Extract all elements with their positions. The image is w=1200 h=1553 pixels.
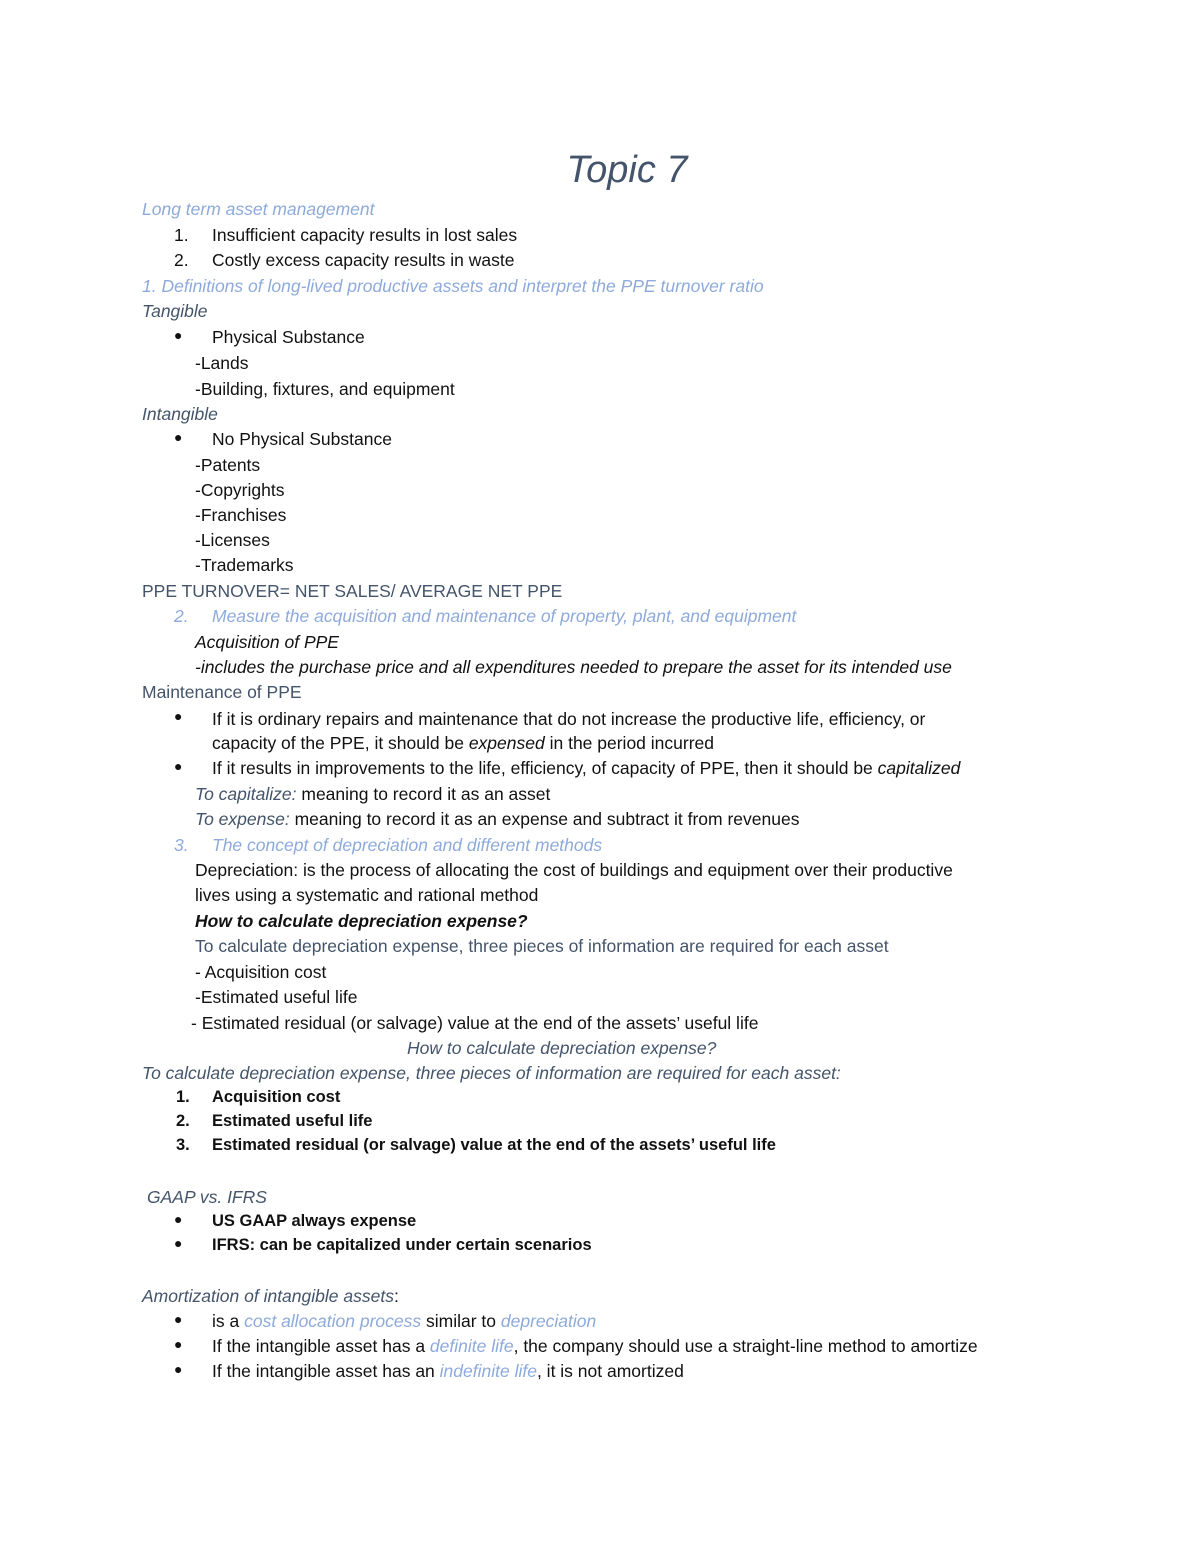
list-number: 1.: [174, 225, 189, 245]
text-run-highlight: cost allocation process: [244, 1311, 422, 1331]
text-run: similar to: [421, 1311, 501, 1331]
bullet-icon: ●: [174, 1361, 183, 1377]
text-run: meaning to record it as an asset: [296, 784, 551, 804]
list-item: US GAAP always expense: [212, 1212, 417, 1230]
text-run: meaning to record it as an expense and subtract it from revenues: [289, 809, 800, 829]
term-label: To capitalize:: [195, 784, 297, 804]
capitalize-definition: [195, 783, 550, 805]
list-number: 3.: [174, 835, 189, 855]
list-item: -Building, fixtures, and equipment: [195, 379, 455, 399]
subheading-intangible: Intangible: [142, 404, 218, 424]
text-run-highlight: definite life: [429, 1336, 514, 1356]
calculation-intro-2: To calculate depreciation expense, three pieces of information are required for each asset:: [142, 1063, 841, 1083]
amortization-bullet-3: [212, 1360, 684, 1382]
section-heading-2: Measure the acquisition and maintenance of property, plant, and equipment: [212, 606, 797, 626]
list-item: IFRS: can be capitalized under certain scenarios: [212, 1236, 592, 1254]
text-run: If the intangible asset has a: [212, 1336, 430, 1356]
text-run: is a: [212, 1311, 245, 1331]
text-run: :: [393, 1286, 399, 1306]
list-item: -Patents: [195, 455, 261, 475]
text-run: , the company should use a straight-line method to amortize: [513, 1336, 978, 1356]
list-number: 2.: [174, 606, 189, 626]
list-number: 2.: [174, 250, 189, 270]
bullet-icon: ●: [174, 1235, 183, 1251]
page-title: Topic 7: [566, 149, 688, 191]
amortization-bullet-1: [212, 1310, 596, 1332]
bullet-icon: ●: [174, 708, 183, 724]
text-run: , it is not amortized: [536, 1361, 684, 1381]
bullet-icon: ●: [174, 429, 183, 445]
list-item: Costly excess capacity results in waste: [212, 250, 515, 270]
maintenance-bullet-2: [212, 757, 960, 779]
subheading-tangible: Tangible: [142, 301, 208, 321]
text-run-italic: capitalized: [877, 758, 961, 778]
list-item: -Licenses: [195, 530, 270, 550]
list-item: -Franchises: [195, 505, 287, 525]
maintenance-bullet-1-line-1: If it is ordinary repairs and maintenance that do not increase the productive life, efficiency, or: [212, 709, 926, 729]
bullet-icon: ●: [174, 1211, 183, 1227]
calculation-intro: To calculate depreciation expense, three pieces of information are required for each asset: [195, 936, 889, 956]
ppe-turnover-formula: PPE TURNOVER= NET SALES/ AVERAGE NET PPE: [142, 581, 563, 601]
depreciation-definition-line-2: lives using a systematic and rational method: [195, 885, 539, 905]
text-run: capacity of the PPE, it should be: [212, 733, 469, 753]
text-run: If the intangible asset has an: [212, 1361, 440, 1381]
list-number: 3.: [176, 1136, 190, 1154]
maintenance-bullet-1-line-2: [212, 732, 714, 754]
text-run-highlight: depreciation: [500, 1311, 597, 1331]
bullet-icon: ●: [174, 327, 183, 343]
amortization-bullet-2: [212, 1335, 978, 1357]
list-number: 1.: [176, 1088, 190, 1106]
bullet-icon: ●: [174, 1311, 183, 1327]
list-item: Estimated useful life: [212, 1112, 373, 1130]
list-item: -Copyrights: [195, 480, 285, 500]
text-run-highlight: indefinite life: [439, 1361, 537, 1381]
list-item: Insufficient capacity results in lost sales: [212, 225, 518, 245]
list-number: 2.: [176, 1112, 190, 1130]
text-run-italic: expensed: [468, 733, 545, 753]
list-item: - Acquisition cost: [195, 962, 327, 982]
list-item: Estimated residual (or salvage) value at the end of the assets’ useful life: [212, 1136, 776, 1154]
section-heading-3: The concept of depreciation and different methods: [212, 835, 603, 855]
how-to-calculate-heading: How to calculate depreciation expense?: [195, 911, 528, 931]
subheading-maintenance: Maintenance of PPE: [142, 682, 302, 702]
list-item: No Physical Substance: [212, 429, 392, 449]
list-item: Acquisition cost: [212, 1088, 341, 1106]
subheading-gaap-ifrs: GAAP vs. IFRS: [147, 1187, 267, 1207]
subheading-amortization: [142, 1285, 399, 1307]
how-to-calculate-heading-centered: How to calculate depreciation expense?: [407, 1038, 717, 1058]
depreciation-definition-line-1: Depreciation: is the process of allocating the cost of buildings and equipment over their productive: [195, 860, 953, 880]
text-run: in the period incurred: [544, 733, 715, 753]
bullet-icon: ●: [174, 1336, 183, 1352]
text-run: If it results in improvements to the life, efficiency, of capacity of PPE, then it should be: [212, 758, 878, 778]
text-run-italic: Amortization of intangible assets: [142, 1286, 394, 1306]
section-heading-ltam: Long term asset management: [142, 199, 375, 219]
acquisition-text: -includes the purchase price and all expenditures needed to prepare the asset for its intended use: [195, 657, 952, 677]
section-heading-1: 1. Definitions of long-lived productive assets and interpret the PPE turnover ratio: [142, 276, 764, 296]
list-item: -Trademarks: [195, 555, 294, 575]
list-item: -Lands: [195, 353, 249, 373]
subheading-acquisition: Acquisition of PPE: [195, 632, 339, 652]
list-item: -Estimated useful life: [195, 987, 358, 1007]
term-label: To expense:: [195, 809, 290, 829]
bullet-icon: ●: [174, 758, 183, 774]
list-item: Physical Substance: [212, 327, 365, 347]
list-item: - Estimated residual (or salvage) value at the end of the assets’ useful life: [191, 1013, 759, 1033]
expense-definition: [195, 808, 799, 830]
